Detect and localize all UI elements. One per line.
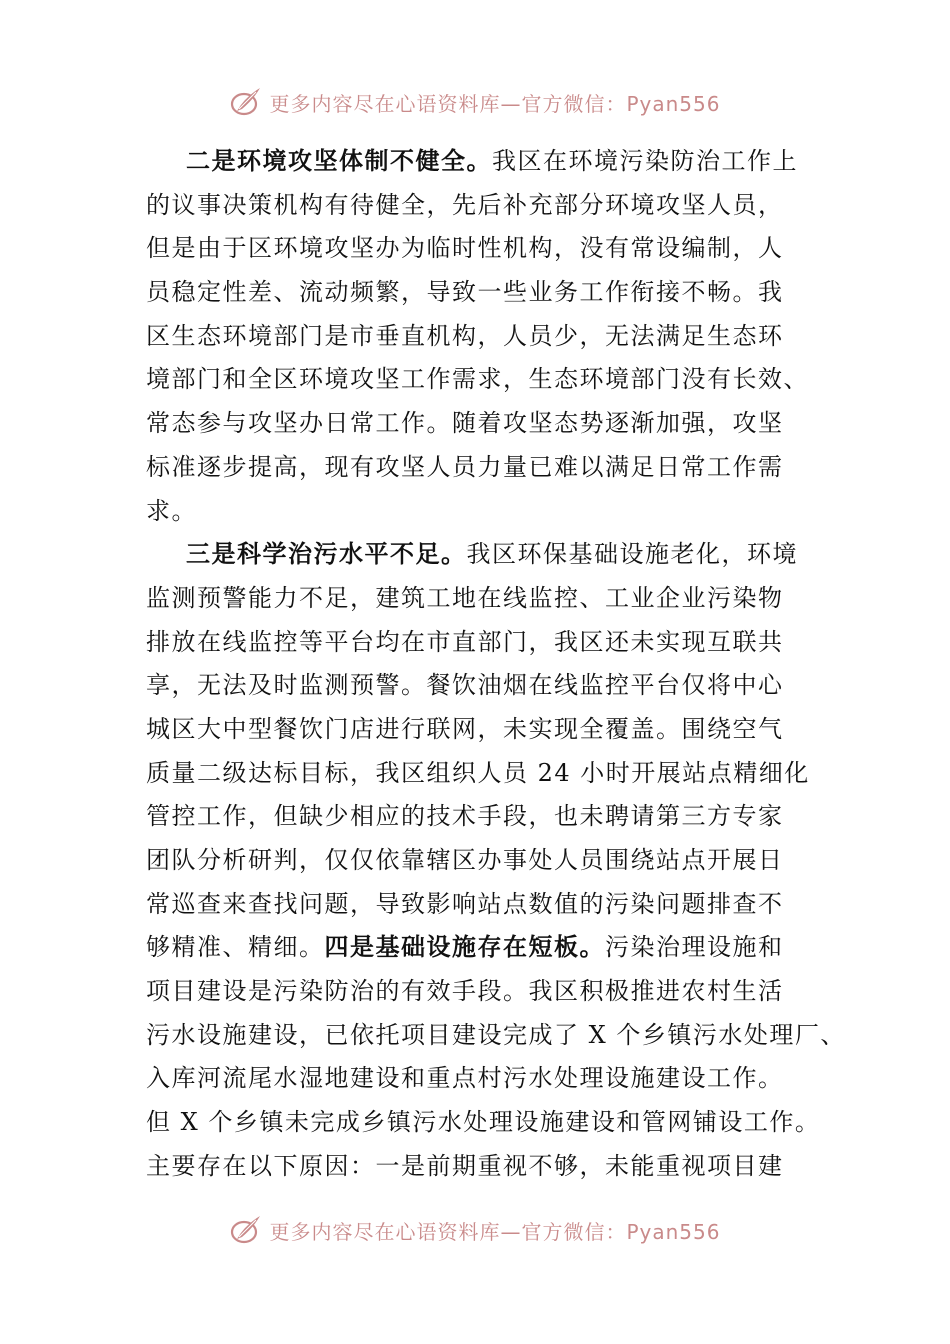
paragraph-2-first-line-text: 我区环保基础设施老化，环境 — [466, 540, 798, 569]
text-line: 境部门和全区环境攻坚工作需求，生态环境部门没有长效、 — [146, 365, 809, 394]
paragraph-2-first-line — [146, 533, 826, 577]
watermark-banner-bottom — [0, 1212, 950, 1248]
paragraph-1-heading: 二是环境攻坚体制不健全。 — [186, 147, 492, 175]
document-body — [146, 140, 846, 1189]
text-line: 常巡查来查找问题，导致影响站点数值的污染问题排查不 — [146, 889, 784, 918]
text-line: 质量二级达标目标，我区组织人员 24 小时开展站点精细化 — [146, 758, 810, 787]
paragraph-3-heading: 四是基础设施存在短板。 — [324, 933, 605, 962]
text-line: 入库河流尾水湿地建设和重点村污水处理设施建设工作。 — [146, 1064, 784, 1093]
text-line: 排放在线监控等平台均在市直部门，我区还未实现互联共 — [146, 627, 784, 656]
text-line: 员稳定性差、流动频繁，导致一些业务工作衔接不畅。我 — [146, 278, 784, 307]
text-line: 的议事决策机构有待健全，先后补充部分环境攻坚人员， — [146, 190, 784, 219]
text-line: 团队分析研判，仅仅依靠辖区办事处人员围绕站点开展日 — [146, 846, 784, 874]
watermark-banner-top — [0, 84, 950, 120]
text-line: 项目建设是污染防治的有效手段。我区积极推进农村生活 — [146, 977, 784, 1006]
text-line: 标准逐步提高，现有攻坚人员力量已难以满足日常工作需 — [146, 452, 784, 481]
watermark-text: 更多内容尽在心语资料库—官方微信：Pyan556 — [269, 1219, 721, 1244]
text-line: 监测预警能力不足，建筑工地在线监控、工业企业污染物 — [146, 583, 784, 612]
text-line: 但 X 个乡镇未完成乡镇污水处理设施建设和管网铺设工作。 — [146, 1108, 821, 1137]
text-line: 区生态环境部门是市垂直机构，人员少，无法满足生态环 — [146, 321, 784, 350]
feather-pen-logo-icon — [229, 85, 263, 119]
feather-pen-logo-icon — [229, 1213, 263, 1247]
text-line: 城区大中型餐饮门店进行联网，未实现全覆盖。围绕空气 — [146, 714, 784, 743]
text-line: 管控工作，但缺少相应的技术手段，也未聘请第三方专家 — [146, 802, 784, 831]
text-line: 享，无法及时监测预警。餐饮油烟在线监控平台仅将中心 — [146, 671, 784, 700]
mixed-line-end: 污染治理设施和 — [605, 933, 784, 962]
paragraph-2-heading: 三是科学治污水平不足。 — [186, 540, 467, 569]
mixed-heading-line — [146, 926, 826, 970]
paragraph-1-first-line — [146, 140, 826, 184]
text-line: 但是由于区环境攻坚办为临时性机构，没有常设编制，人 — [146, 234, 784, 263]
text-line: 污水设施建设，已依托项目建设完成了 X 个乡镇污水处理厂、 — [146, 1020, 846, 1049]
text-line: 常态参与攻坚办日常工作。随着攻坚态势逐渐加强，攻坚 — [146, 409, 784, 438]
text-line: 求。 — [146, 496, 197, 525]
text-line: 主要存在以下原因：一是前期重视不够，未能重视项目建 — [146, 1151, 784, 1180]
mixed-line-start: 够精准、精细。 — [146, 933, 325, 962]
watermark-text: 更多内容尽在心语资料库—官方微信：Pyan556 — [269, 91, 721, 116]
paragraph-1-first-line-text: 我区在环境污染防治工作上 — [492, 147, 798, 175]
